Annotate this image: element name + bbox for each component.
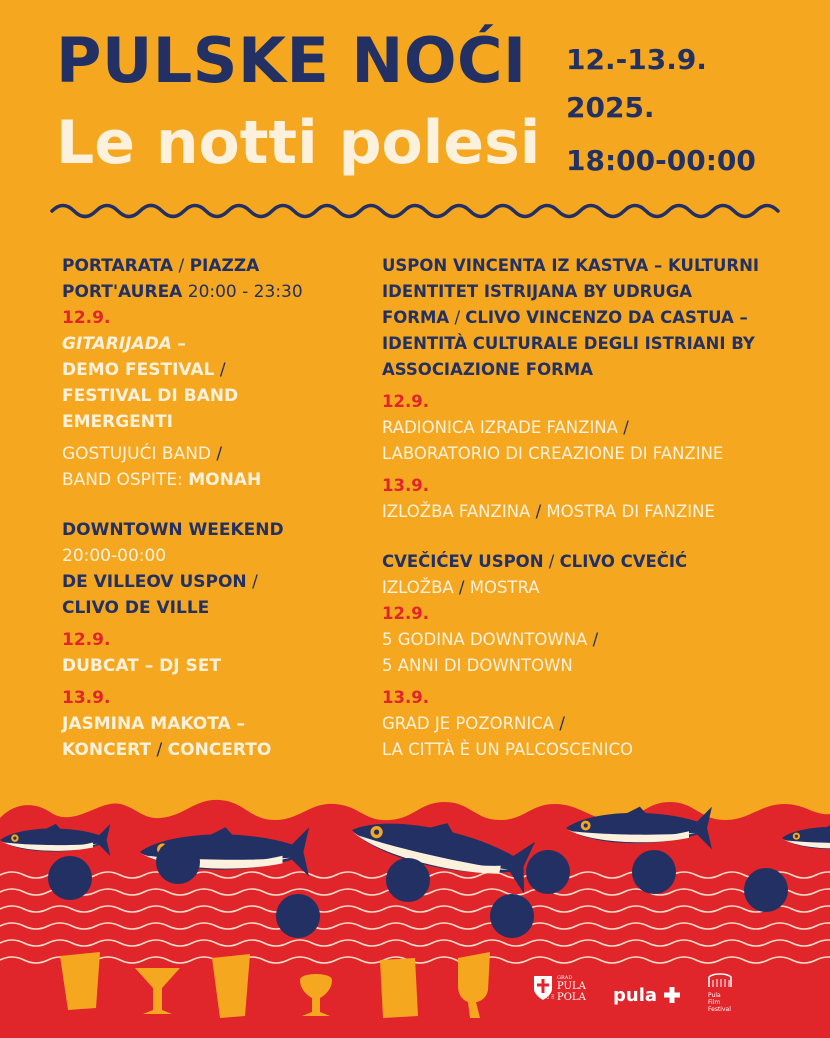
separator: /	[219, 360, 226, 380]
separator: /	[458, 578, 465, 597]
event-demo-festival: DEMO FESTIVAL	[62, 360, 215, 380]
logo-grad: GRAD	[557, 975, 573, 981]
event-izlozba-fanzina: IZLOŽBA FANZINA	[382, 502, 531, 521]
separator: /	[178, 256, 185, 276]
separator: /	[623, 418, 629, 437]
time-range: 18:00-00:00	[566, 144, 756, 177]
sea-illustration	[0, 780, 830, 1038]
event-date: 12.9.	[382, 392, 429, 411]
exhibition-izlozba: IZLOŽBA	[382, 578, 454, 597]
separator: /	[559, 714, 565, 733]
venue-port-aurea: PORT'AUREA	[62, 282, 183, 302]
date-year: 2025.	[566, 91, 655, 124]
wave-divider	[50, 196, 780, 226]
event-5-anni: 5 ANNI DI DOWNTOWN	[382, 656, 573, 675]
venue-clivo-vincenzo: CLIVO VINCENZO DA CASTUA –	[465, 308, 748, 327]
logo-festival-festival: Festival	[708, 1006, 731, 1013]
guest-band-label: GOSTUJUĆI BAND	[62, 444, 212, 464]
venue-portarata: PORTARATA	[62, 256, 174, 276]
separator: /	[156, 740, 163, 760]
event-dubcat: DUBCAT – DJ SET	[62, 656, 221, 676]
event-radionica: RADIONICA IZRADE FANZINA	[382, 418, 618, 437]
separator: /	[592, 630, 599, 649]
event-festival-di-band: FESTIVAL DI BAND	[62, 386, 239, 406]
event-concerto: CONCERTO	[167, 740, 272, 760]
venue1-time: 20:00 - 23:30	[187, 282, 303, 302]
event-date: 12.9.	[62, 630, 111, 650]
guest-band-name: MONAH	[188, 470, 262, 490]
event-date: 13.9.	[382, 476, 429, 495]
venue-clivo-cvecic: CLIVO CVEČIĆ	[559, 552, 688, 571]
event-koncert: KONCERT	[62, 740, 152, 760]
logo-pola: POLA	[557, 992, 586, 1003]
event-emergenti: EMERGENTI	[62, 412, 173, 432]
left-column	[62, 253, 362, 763]
event-gitarijada: GITARIJADA	[62, 334, 172, 354]
exhibition-mostra: MOSTRA	[469, 578, 540, 597]
separator: /	[454, 308, 461, 327]
logo-festival-pula: Pula	[708, 992, 721, 999]
logo-pula-plus: pula	[613, 985, 658, 1006]
dash: –	[177, 334, 186, 354]
logo-pula: PULA	[557, 981, 586, 992]
date-range: 12.-13.9.	[566, 43, 707, 76]
title-croatian: PULSKE NOĆI	[56, 24, 527, 97]
title-italian: Le notti polesi	[56, 108, 541, 178]
event-mostra-fanzine: MOSTRA DI FANZINE	[546, 502, 715, 521]
pula-film-festival-logo	[708, 972, 732, 1013]
venue-forma: FORMA	[382, 308, 450, 327]
event-date: 13.9.	[382, 688, 429, 707]
venue-piazza: PIAZZA	[189, 256, 260, 276]
event-grad-je-pozornica: GRAD JE POZORNICA	[382, 714, 555, 733]
event-date: 13.9.	[62, 688, 111, 708]
venue-cvecicev-uspon: CVEČIĆEV USPON	[382, 552, 544, 571]
downtown-weekend-title: DOWNTOWN WEEKEND	[62, 520, 284, 540]
plus-icon	[663, 986, 681, 1004]
event-laboratorio: LABORATORIO DI CREAZIONE DI FANZINE	[382, 444, 724, 463]
event-date: 12.9.	[62, 308, 111, 328]
venue-uspon-vincenta-line2: IDENTITET ISTRIJANA BY UDRUGA	[382, 282, 693, 301]
venue-associazione-forma: ASSOCIAZIONE FORMA	[382, 360, 593, 379]
pula-plus-logo	[613, 985, 681, 1006]
event-date: 12.9.	[382, 604, 429, 623]
venue-uspon-vincenta-line1: USPON VINCENTA IZ KASTVA – KULTURNI	[382, 256, 760, 275]
logo-festival-film: Film	[708, 999, 721, 1006]
event-5-godina: 5 GODINA DOWNTOWNA	[382, 630, 588, 649]
separator: /	[252, 572, 258, 592]
separator: /	[535, 502, 542, 521]
venue-identita-culturale: IDENTITÀ CULTURALE DEGLI ISTRIANI BY	[382, 334, 755, 353]
venue-clivo-de-ville: CLIVO DE VILLE	[62, 598, 210, 618]
band-ospite-label: BAND OSPITE:	[62, 470, 183, 490]
event-la-citta: LA CITTÀ È UN PALCOSCENICO	[382, 740, 633, 759]
separator: /	[216, 444, 223, 464]
arena-icon	[708, 972, 732, 988]
logo-citta-di: CITTÀ DI	[545, 986, 555, 999]
venue-de-villeov-uspon: DE VILLEOV USPON	[62, 572, 247, 592]
event-jasmina-makota: JASMINA MAKOTA –	[62, 714, 246, 734]
right-column	[382, 253, 802, 763]
downtown-time: 20:00-00:00	[62, 546, 167, 566]
separator: /	[548, 552, 555, 571]
